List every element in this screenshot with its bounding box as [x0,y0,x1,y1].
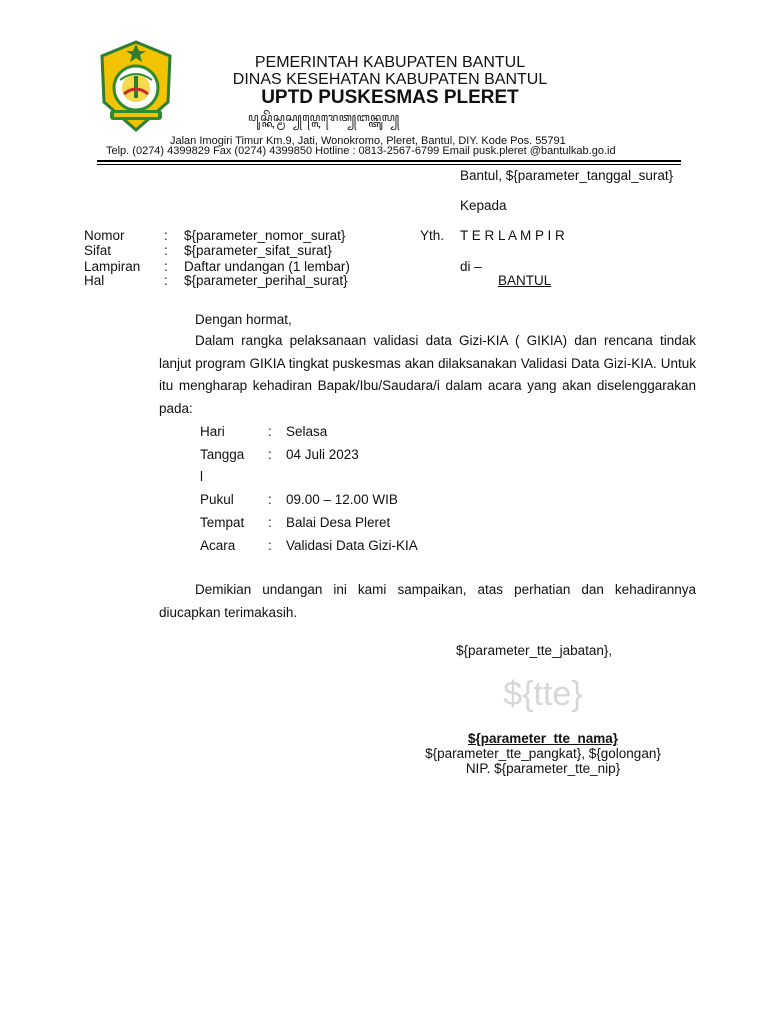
schedule-colon: : [268,492,272,507]
schedule-label: Hari [200,424,225,439]
meta-value: ${parameter_sifat_surat} [184,243,332,258]
recipient-kepada: Kepada [460,198,507,213]
signature-nip: NIP. ${parameter_tte_nip} [465,761,621,776]
place-date: Bantul, ${parameter_tanggal_surat} [460,168,674,183]
letterhead-contact: Telp. (0274) 4399829 Fax (0274) 4399850 Hotline : 0813-2567-6799 Email pusk.pleret @bantulkab.go.id [106,145,616,157]
meta-value: ${parameter_nomor_surat} [184,228,346,243]
signature-jabatan: ${parameter_tte_jabatan}, [456,643,613,658]
body-paragraph-text: Dalam rangka pelaksanaan validasi data Gizi-KIA ( GIKIA) dan rencana tindak lanjut program GIKIA tingkat puskesmas akan dilaksanakan Validasi Data Gizi-KIA. Untuk itu mengharap kehadiran Bapak/Ibu/Saudara/i dalam acara yang akan diselenggarakan pada: [159,333,696,417]
schedule-label: Tangga [200,447,245,462]
letterhead-rule-thick [97,160,681,162]
schedule-colon: : [268,424,272,439]
schedule-value: Selasa [286,424,328,439]
schedule-label: Pukul [200,492,234,507]
signature-rank: ${parameter_tte_pangkat}, ${golongan} [425,746,661,761]
meta-label: Nomor [84,228,125,243]
recipient-di: di – [460,259,482,274]
letterhead-line-2: DINAS KESEHATAN KABUPATEN BANTUL [232,71,548,88]
signature-tte-placeholder: ${tte} [503,675,583,713]
meta-value: Daftar undangan (1 lembar) [184,259,350,274]
meta-colon: : [164,228,168,243]
schedule-value: 09.00 – 12.00 WIB [286,492,398,507]
regency-logo [96,40,176,134]
schedule-label: Acara [200,538,236,553]
salutation: Dengan hormat, [195,312,292,327]
letterhead-line-1: PEMERINTAH KABUPATEN BANTUL [254,54,526,71]
body-paragraph [159,330,696,421]
recipient-name: T E R L A M P I R [460,228,565,243]
recipient-yth: Yth. [420,228,445,243]
meta-colon: : [164,259,168,274]
closing-paragraph [159,579,696,624]
schedule-value: 04 Juli 2023 [286,447,359,462]
letterhead-address: Jalan Imogiri Timur Km.9, Jati, Wonokromo, Pleret, Bantul, DIY. Kode Pos. 55791 [170,135,566,147]
meta-colon: : [164,243,168,258]
closing-text: Demikian undangan ini kami sampaikan, atas perhatian dan kehadirannya diucapkan terimakasih. [159,582,696,620]
meta-label: Hal [84,273,105,288]
schedule-colon: : [268,447,272,462]
letterhead-rule-thin [97,164,681,165]
schedule-label: Tempat [200,515,245,530]
schedule-value: Balai Desa Pleret [286,515,391,530]
meta-label: Sifat [84,243,112,258]
schedule-colon: : [268,515,272,530]
letterhead-javanese-script: ꦥꦸꦱ꧀ꦏꦼꦱ꧀ꦩꦱ꧀​ꦥ꧀ꦭꦺꦫꦺꦠ꧀​ꦧꦤ꧀ꦠꦸꦭ꧀ [248,111,400,124]
schedule-colon: : [268,538,272,553]
signature-name: ${parameter_tte_nama} [467,731,619,746]
schedule-label: l [200,469,203,484]
letterhead-line-3: UPTD PUSKESMAS PLERET [261,87,519,108]
meta-label: Lampiran [84,259,141,274]
meta-value: ${parameter_perihal_surat} [184,273,348,288]
schedule-value: Validasi Data Gizi-KIA [286,538,418,553]
recipient-city: BANTUL [498,273,552,288]
meta-colon: : [164,273,168,288]
